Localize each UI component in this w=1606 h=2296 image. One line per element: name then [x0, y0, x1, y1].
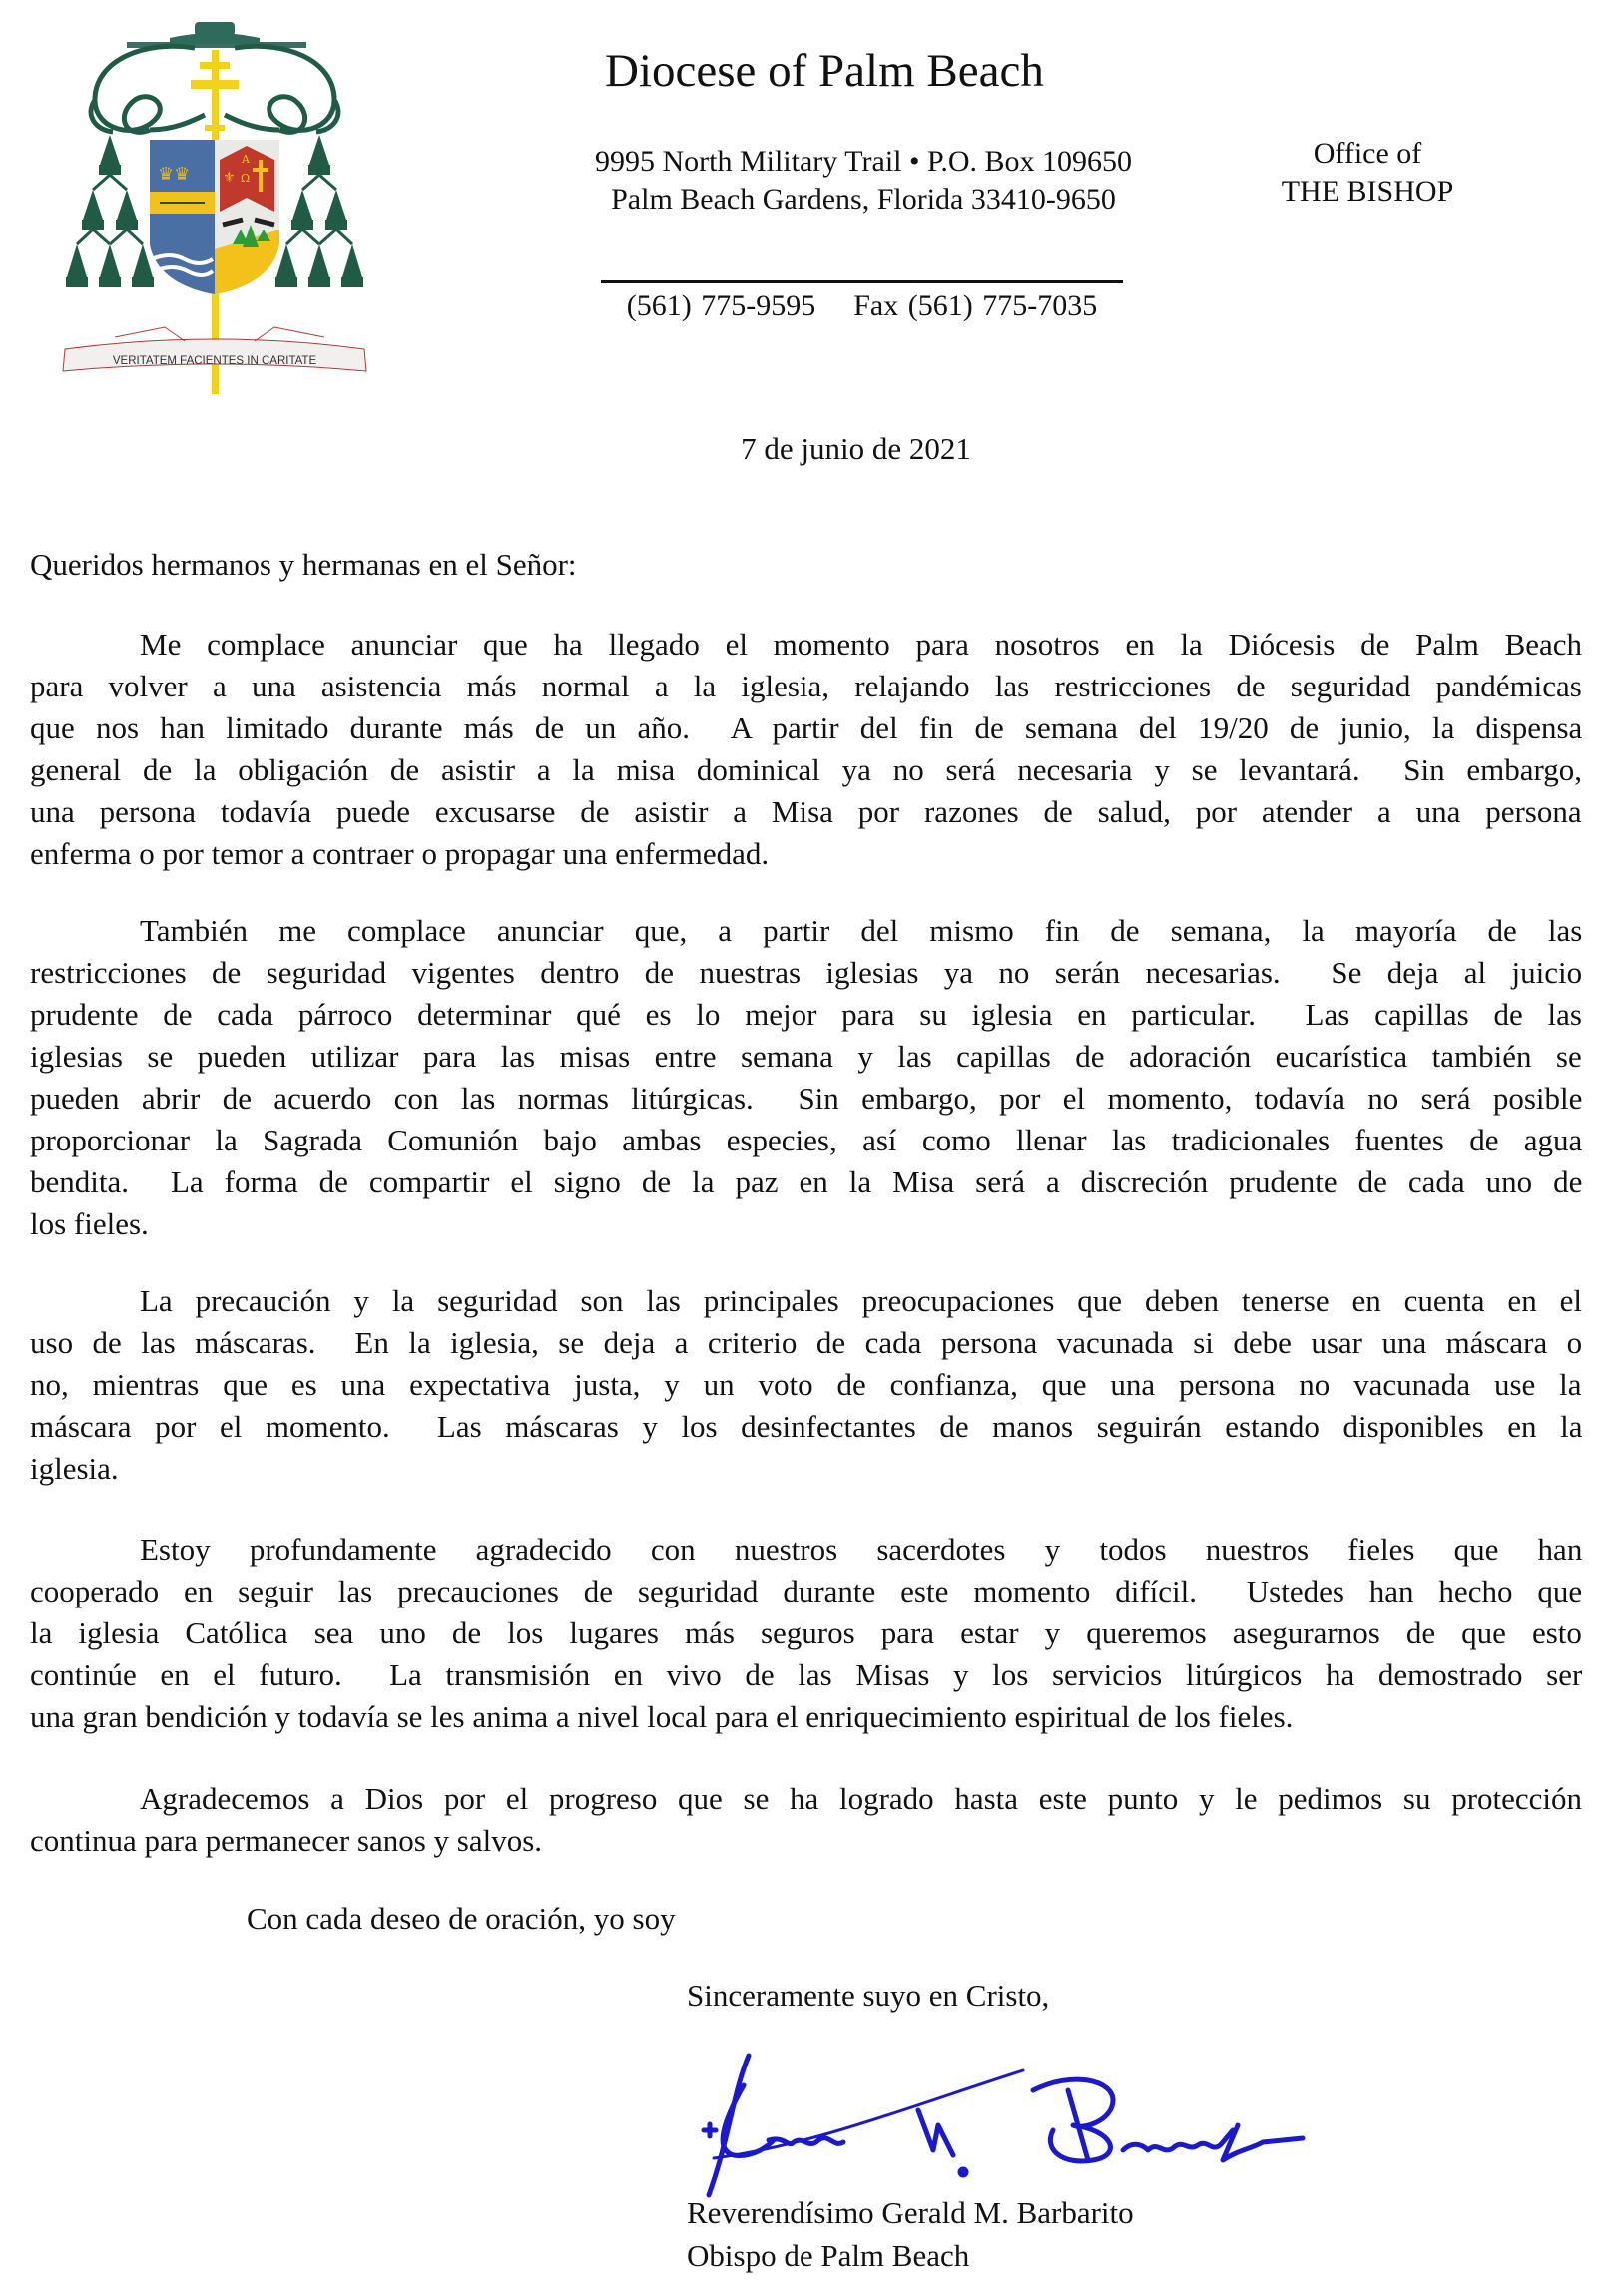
paragraph-line: continua para permanecer sanos y salvos. [30, 1823, 543, 1858]
svg-text:♛♛: ♛♛ [158, 164, 191, 185]
paragraph-line: prudente de cada párroco determinar qué es lo mejor para su iglesia en particular. Las capillas de las [30, 997, 1582, 1032]
paragraph-5 [30, 1778, 1582, 1862]
paragraph-line: la iglesia Católica sea uno de los lugares más seguros para estar y queremos asegurarnos de que esto [30, 1615, 1582, 1650]
paragraph-4 [30, 1529, 1582, 1738]
tassels-left [66, 135, 154, 287]
office-title: THE BISHOP [1281, 175, 1454, 208]
prayer-closing: Con cada deseo de oración, yo soy [247, 1901, 676, 1936]
paragraph-line: una gran bendición y todavía se les anima a nivel local para el enriquecimiento espiritual de los fieles. [30, 1699, 1294, 1734]
svg-text:⚜: ⚜ [223, 170, 236, 186]
paragraph-line: También me complace anunciar que, a partir del mismo fin de semana, la mayoría de las [140, 913, 1583, 948]
paragraph-line: bendita. La forma de compartir el signo de la paz en la Misa será a discreción prudente de cada uno de [30, 1164, 1583, 1199]
valediction: Sinceramente suyo en Cristo, [687, 1978, 1050, 2013]
paragraph-line: iglesias se pueden utilizar para las misas entre semana y las capillas de adoración eucarística también se [30, 1039, 1582, 1074]
paragraph-line: Me complace anunciar que ha llegado el momento para nosotros en la Diócesis de Palm Beach [140, 627, 1583, 662]
letterhead-divider [601, 280, 1123, 283]
paragraph-line: proporcionar la Sagrada Comunión bajo ambas especies, así como llenar las tradicionales fuentes de agua [30, 1123, 1583, 1157]
paragraph-line: iglesia. [30, 1451, 119, 1486]
tassels-right [275, 135, 363, 287]
paragraph-line: uso de las máscaras. En la iglesia, se deja a criterio de cada persona vacunada si debe usar una máscara o [30, 1325, 1583, 1360]
paragraph-line: que nos han limitado durante más de un año. A partir del fin de semana del 19/20 de junio, la dispensa [30, 710, 1583, 745]
paragraph-line: los fieles. [30, 1206, 149, 1241]
paragraph-line: cooperado en seguir las precauciones de seguridad durante este momento difícil. Ustedes han hecho que [30, 1574, 1583, 1608]
paragraph-line: La precaución y la seguridad son las principales preocupaciones que deben tenerse en cuenta en el [140, 1283, 1582, 1318]
address-line-2: Palm Beach Gardens, Florida 33410-9650 [611, 183, 1116, 216]
paragraph-2 [30, 910, 1582, 1245]
paragraph-line: máscara por el momento. Las máscaras y los desinfectantes de manos seguirán estando disponibles en la [30, 1409, 1583, 1444]
svg-text:A: A [242, 153, 250, 166]
organization-title: Diocese of Palm Beach [605, 45, 1044, 97]
paragraph-line: no, mientras que es una expectativa justa, y un voto de confianza, que una persona no vacunada use la [30, 1367, 1582, 1402]
phone-number: (561) 775-9595 [626, 289, 816, 322]
coat-of-arms-icon [55, 20, 374, 399]
galero-hat [127, 22, 306, 48]
office-label: Office of [1313, 137, 1422, 170]
shield [150, 140, 279, 294]
handwritten-signature-icon [694, 2031, 1392, 2210]
paragraph-line: restricciones de seguridad vigentes dentro de nuestras iglesias ya no serán necesarias. Se deja al juicio [30, 955, 1583, 990]
paragraph-line: continúe en el futuro. La transmisión en vivo de las Misas y los servicios litúrgicos ha demostrado ser [30, 1657, 1583, 1692]
paragraph-3 [30, 1280, 1582, 1490]
signer-title: Obispo de Palm Beach [687, 2238, 970, 2273]
salutation: Queridos hermanos y hermanas en el Señor: [30, 547, 577, 582]
paragraph-1 [30, 624, 1582, 875]
crest-motto: VERITATEM FACIENTES IN CARITATE [112, 355, 317, 367]
paragraph-line: una persona todavía puede excusarse de asistir a Misa por razones de salud, por atender a una persona [30, 794, 1582, 829]
svg-text:Ω: Ω [241, 172, 251, 185]
paragraph-line: Agradecemos a Dios por el progreso que se ha logrado hasta este punto y le pedimos su protección [140, 1781, 1583, 1816]
address-line-1: 9995 North Military Trail • P.O. Box 109650 [594, 145, 1133, 178]
letter-date: 7 de junio de 2021 [741, 431, 971, 466]
paragraph-line: Estoy profundamente agradecido con nuestros sacerdotes y todos nuestros fieles que han [140, 1532, 1583, 1567]
signer-name: Reverendísimo Gerald M. Barbarito [687, 2195, 1134, 2230]
contact-line [601, 289, 1123, 323]
paragraph-line: enferma o por temor a contraer o propagar una enfermedad. [30, 836, 770, 871]
fax-number: Fax (561) 775-7035 [853, 289, 1098, 322]
paragraph-line: pueden abrir de acuerdo con las normas litúrgicas. Sin embargo, por el momento, todavía no será posible [30, 1081, 1583, 1116]
paragraph-line: para volver a una asistencia más normal a la iglesia, relajando las restricciones de seguridad pandémicas [30, 669, 1582, 703]
paragraph-line: general de la obligación de asistir a la misa dominical ya no será necesaria y se levantará. Sin embargo, [30, 752, 1583, 787]
